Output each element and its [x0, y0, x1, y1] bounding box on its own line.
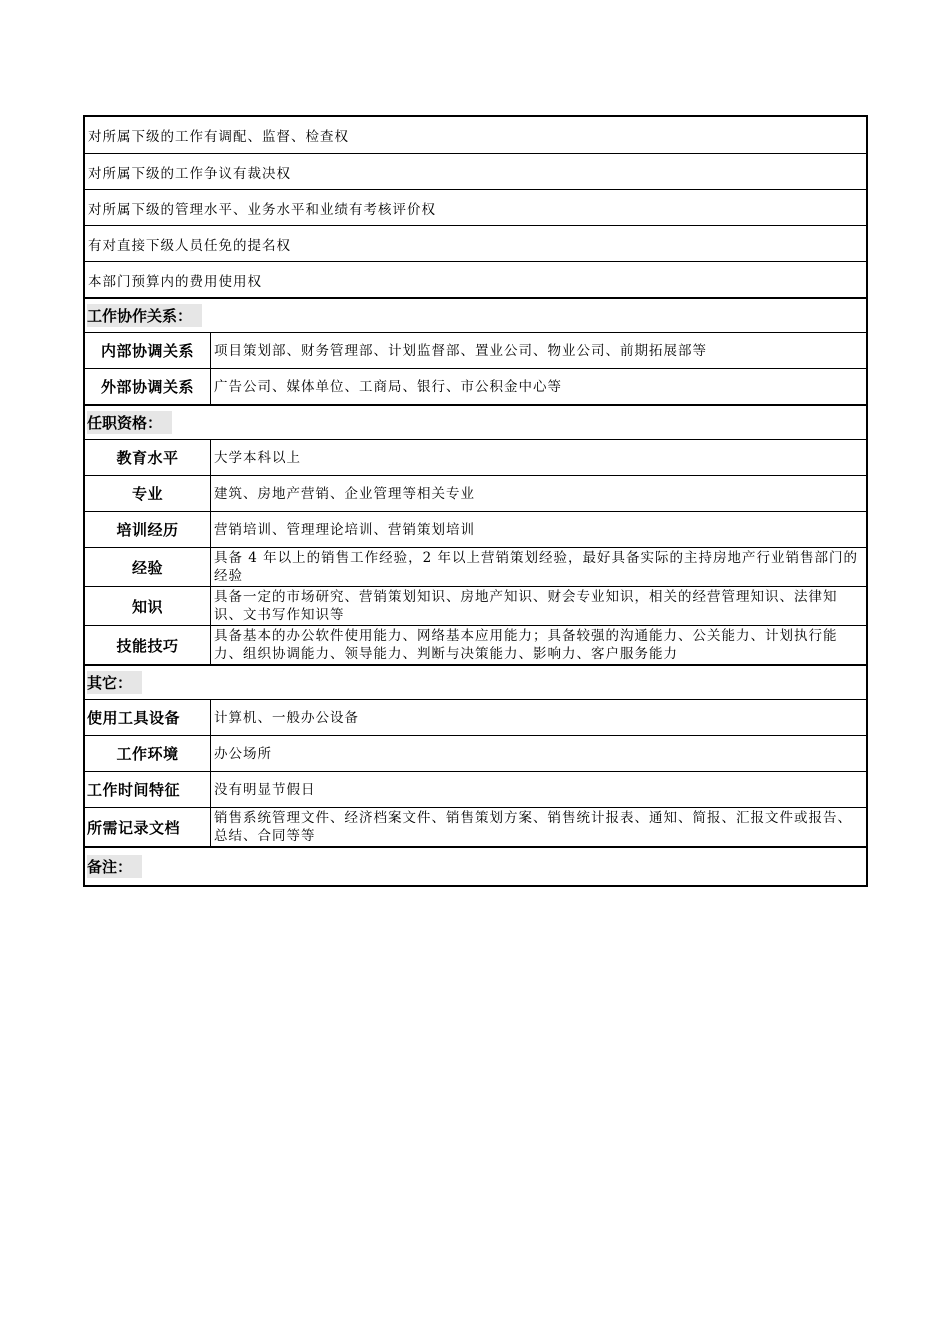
- field-value: 具备一定的市场研究、营销策划知识、房地产知识、财会专业知识，相关的经营管理知识、法律知识、文书写作知识等: [214, 589, 838, 623]
- external-coordination-row: [85, 368, 866, 404]
- knowledge-row: [85, 586, 866, 625]
- field-value: 具备基本的办公软件使用能力、网络基本应用能力；具备较强的沟通能力、公关能力、计划执行能力、组织协调能力、领导能力、判断与决策能力、影响力、客户服务能力: [214, 628, 838, 662]
- other-section-header: [85, 664, 866, 699]
- remarks-section: [85, 846, 866, 885]
- field-label: 经验: [85, 548, 211, 586]
- field-value: 建筑、房地产营销、企业管理等相关专业: [214, 485, 475, 502]
- tools-row: [85, 699, 866, 735]
- field-label: 教育水平: [85, 440, 211, 475]
- collaboration-section-header: [85, 297, 866, 332]
- authority-row: [85, 225, 866, 261]
- authority-row: [85, 261, 866, 297]
- field-value: 广告公司、媒体单位、工商局、银行、市公积金中心等: [214, 378, 562, 395]
- section-title: 工作协作关系：: [87, 304, 202, 327]
- authority-item: 对所属下级的工作争议有裁决权: [88, 165, 291, 182]
- environment-row: [85, 735, 866, 771]
- authority-item: 对所属下级的管理水平、业务水平和业绩有考核评价权: [88, 201, 436, 218]
- field-label: 专业: [85, 476, 211, 511]
- field-value: 项目策划部、财务管理部、计划监督部、置业公司、物业公司、前期拓展部等: [214, 342, 707, 359]
- field-label: 知识: [85, 587, 211, 625]
- section-title: 其它：: [87, 671, 142, 694]
- field-value: 销售系统管理文件、经济档案文件、销售策划方案、销售统计报表、通知、简报、汇报文件或报告、总结、合同等等: [214, 810, 852, 844]
- field-label: 外部协调关系: [85, 369, 211, 404]
- training-row: [85, 511, 866, 547]
- field-value: 大学本科以上: [214, 449, 301, 466]
- field-label: 培训经历: [85, 512, 211, 547]
- work-time-row: [85, 771, 866, 807]
- field-label: 技能技巧: [85, 626, 211, 664]
- field-label: 工作环境: [85, 736, 211, 771]
- authority-row: [85, 189, 866, 225]
- authority-item: 本部门预算内的费用使用权: [88, 273, 262, 290]
- field-value: 计算机、一般办公设备: [214, 709, 359, 726]
- field-label: 工作时间特征: [85, 772, 211, 807]
- skills-row: [85, 625, 866, 664]
- section-title: 任职资格：: [87, 411, 172, 434]
- job-description-table: [83, 115, 868, 887]
- authority-item: 有对直接下级人员任免的提名权: [88, 237, 291, 254]
- qualifications-section-header: [85, 404, 866, 439]
- authority-row: [85, 117, 866, 153]
- authority-row: [85, 153, 866, 189]
- authority-item: 对所属下级的工作有调配、监督、检查权: [88, 129, 349, 145]
- major-row: [85, 475, 866, 511]
- field-value: 营销培训、管理理论培训、营销策划培训: [214, 521, 475, 538]
- section-title: 备注：: [87, 855, 142, 878]
- field-label: 使用工具设备: [85, 700, 211, 735]
- internal-coordination-row: [85, 332, 866, 368]
- experience-row: [85, 547, 866, 586]
- field-value: 具备 4 年以上的销售工作经验，2 年以上营销策划经验，最好具备实际的主持房地产行业销售部门的经验: [214, 550, 859, 584]
- education-row: [85, 439, 866, 475]
- records-row: [85, 807, 866, 846]
- field-label: 内部协调关系: [85, 333, 211, 368]
- field-value: 没有明显节假日: [214, 781, 316, 798]
- field-value: 办公场所: [214, 745, 272, 762]
- field-label: 所需记录文档: [85, 808, 211, 846]
